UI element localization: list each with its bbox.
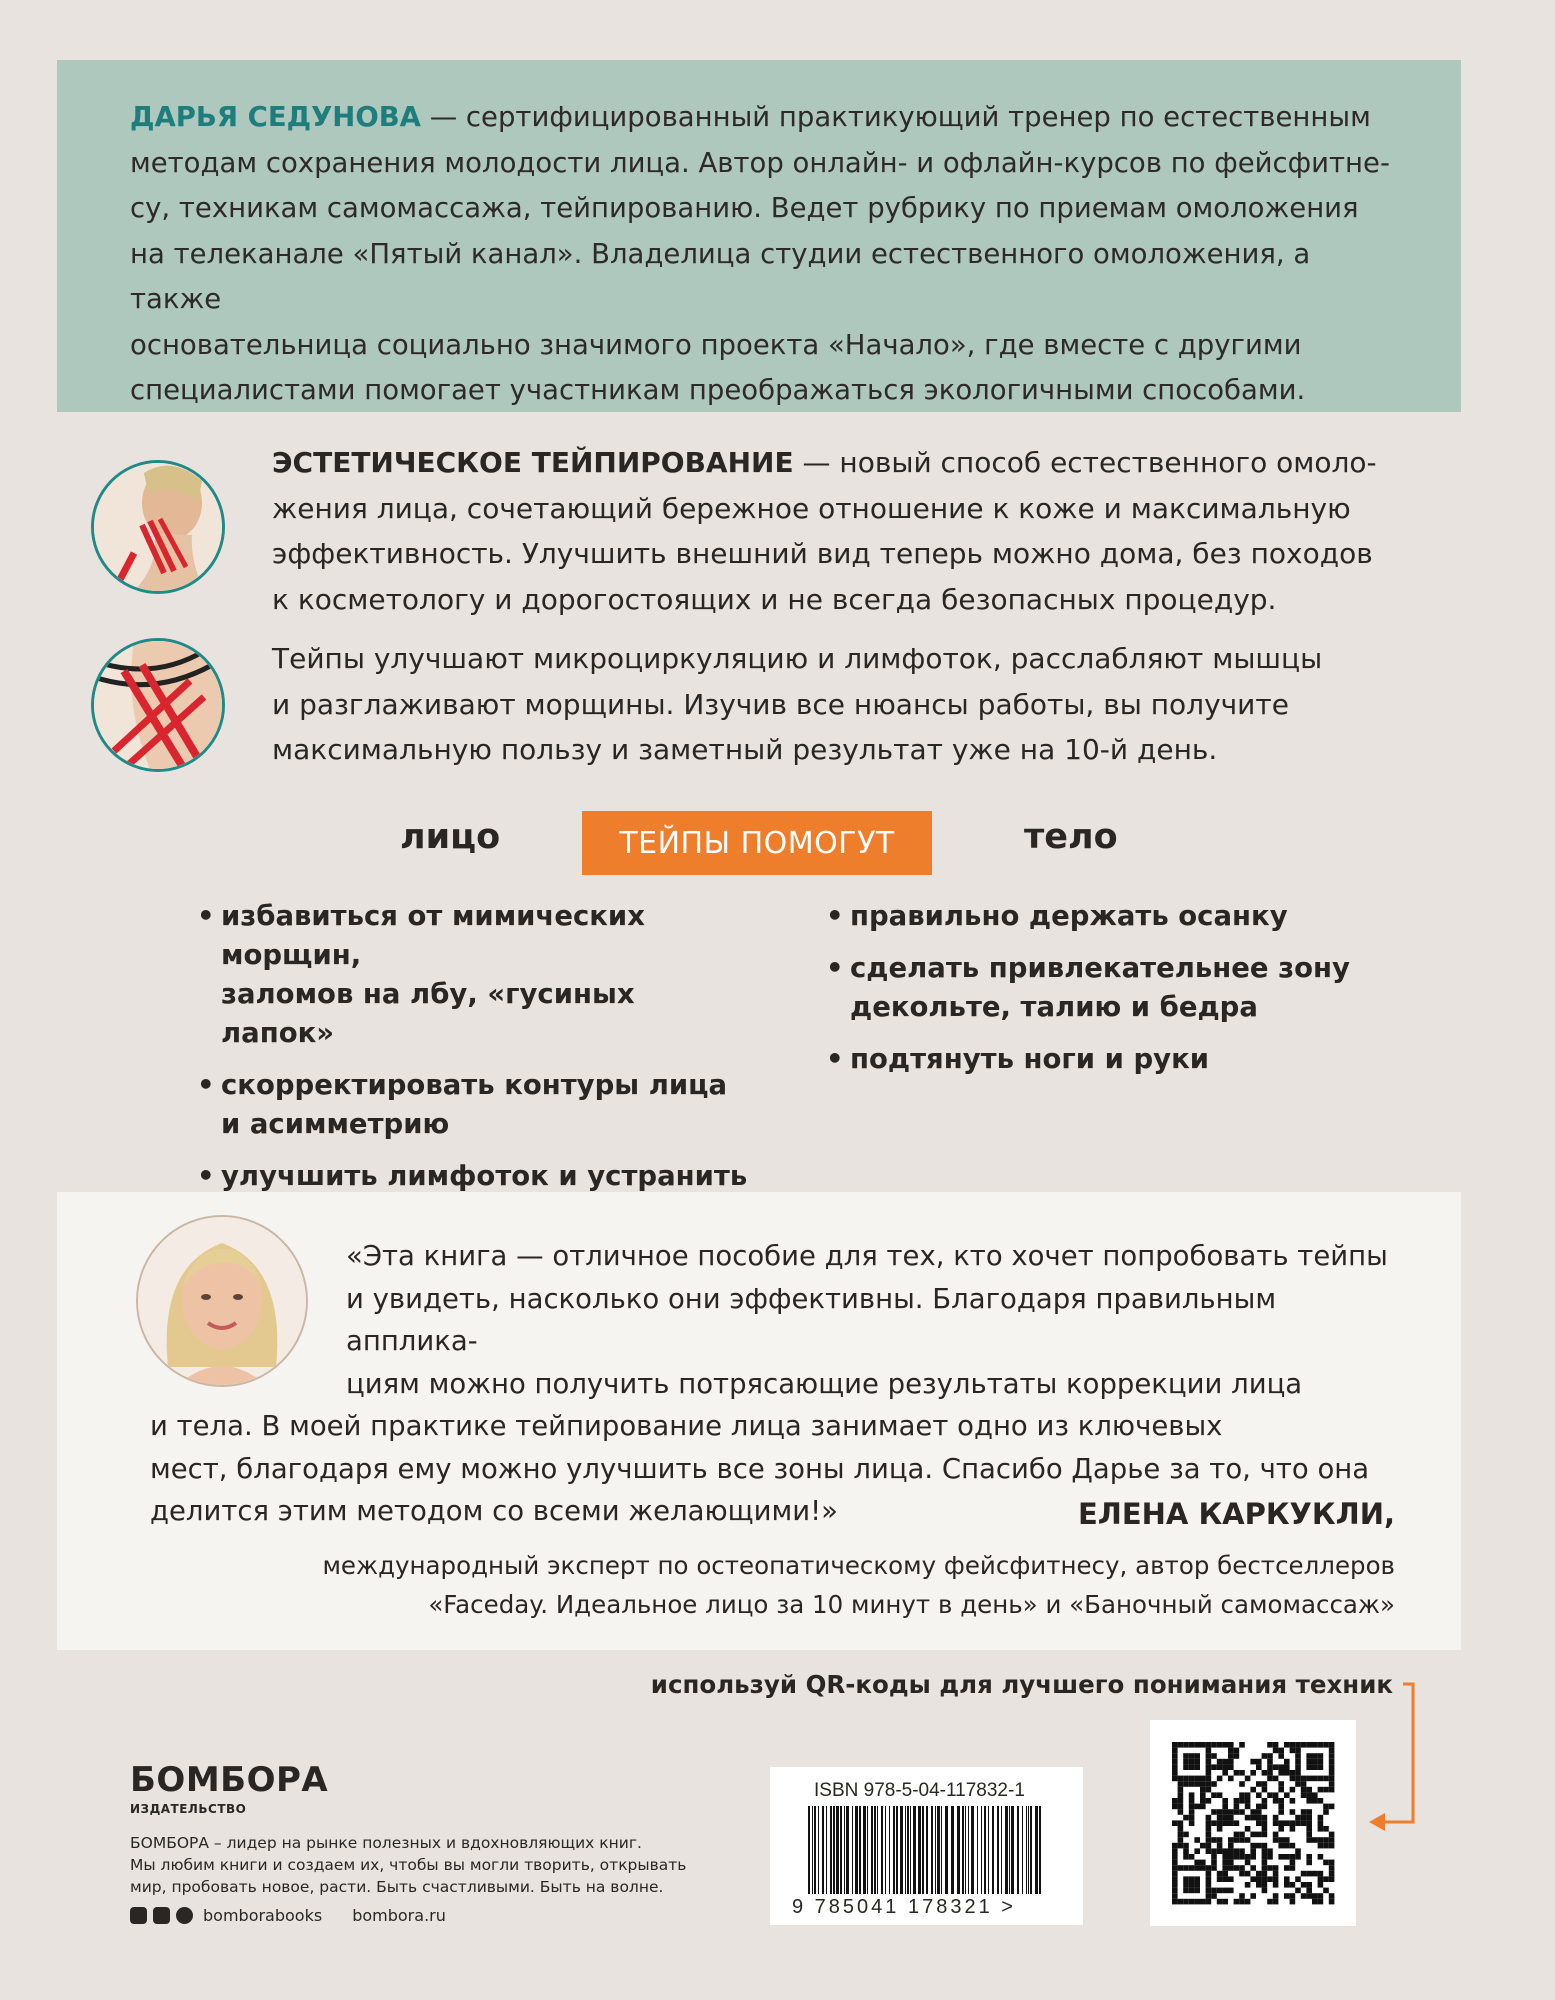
quote-line: и тела. В моей практике тейпирование лица занимает одно из ключевых [150, 1410, 1223, 1442]
quote-line: и увидеть, насколько они эффективны. Благодаря правильным апплика- [346, 1282, 1277, 1357]
vk-icon[interactable] [153, 1907, 170, 1924]
body-benefits-list [826, 897, 1386, 1092]
author-bio-line: основательница социально значимого проекта «Начало», где вместе с другими [130, 328, 1302, 361]
facebook-icon[interactable] [130, 1907, 147, 1924]
description-line: Мы любим книги и создаем их, чтобы вы могли творить, открывать [130, 1856, 687, 1874]
intro-line: и разглаживают морщины. Изучив все нюансы работы, вы получите [272, 687, 1289, 721]
quote-line: «Эта книга — отличное пособие для тех, кто хочет попробовать тейпы [346, 1240, 1388, 1272]
quote-line: мест, благодаря ему можно улучшить все зоны лица. Спасибо Дарье за то, что она [150, 1452, 1370, 1485]
author-bio-line: специалистами помогает участникам преображаться экологичными способами. [130, 374, 1306, 406]
publisher-logo-subtitle: ИЗДАТЕЛЬСТВО [130, 1802, 247, 1816]
intro-paragraph [272, 440, 1422, 622]
list-item-line: • сделать привлекательнее зону [850, 952, 1350, 984]
list-item-line: • правильно держать осанку [850, 900, 1288, 932]
quote-line: циям можно получить потрясающие результаты коррекции лица [346, 1367, 1303, 1400]
list-item-line: • скорректировать контуры лица [221, 1069, 728, 1101]
social-handle[interactable]: bomborabooks [203, 1906, 323, 1925]
intro-line: максимальную пользу и заметный результат уже на 10-й день. [272, 733, 1218, 766]
testimonial-quote [150, 1235, 1390, 1533]
credentials-line: международный эксперт по остеопатическому фейсфитнесу, автор бестселлеров [322, 1551, 1395, 1580]
description-line: БОМБОРА – лидер на рынке полезных и вдохновляющих книг. [130, 1834, 642, 1852]
author-bio-line: методам сохранения молодости лица. Автор онлайн- и офлайн-курсов по фейсфитне- [130, 146, 1390, 179]
social-links [130, 1906, 446, 1925]
list-item [826, 1040, 1386, 1079]
face-taping-photo [91, 460, 225, 594]
instagram-icon[interactable] [176, 1907, 193, 1924]
publisher-description [130, 1832, 730, 1898]
isbn-label: ISBN 978-5-04-117832-1 [814, 1780, 1025, 1801]
arrow-icon [1365, 1680, 1445, 1840]
face-heading: лицо [400, 817, 501, 857]
intro-line: эффективность. Улучшить внешний вид теперь можно дома, без походов [272, 537, 1373, 570]
author-name: ДАРЬЯ СЕДУНОВА [130, 101, 421, 133]
qr-code[interactable] [1150, 1720, 1356, 1926]
author-bio [130, 95, 1400, 414]
intro-paragraph-2 [272, 636, 1422, 773]
reviewer-name: ЕЛЕНА КАРКУКЛИ, [1077, 1497, 1395, 1531]
intro-term: ЭСТЕТИЧЕСКОЕ ТЕЙПИРОВАНИЕ [272, 446, 794, 479]
description-line: мир, пробовать новое, расти. Быть счастливыми. Быть на волне. [130, 1878, 664, 1896]
author-bio-line: су, техникам самомассажа, тейпированию. Ведет рубрику по приемам омоложения [130, 192, 1359, 224]
list-item-line: • подтянуть ноги и руки [850, 1043, 1210, 1075]
intro-line: к косметологу и дорогостоящих и не всегда безопасных процедур. [272, 582, 1277, 616]
quote-line: делится этим методом со всеми желающими!» [150, 1495, 838, 1527]
credentials-line: «Faceday. Идеальное лицо за 10 минут в день» и «Баночный самомассаж» [428, 1590, 1395, 1619]
list-item [197, 1066, 757, 1144]
list-item-line: декольте, талию и бедра [850, 991, 1258, 1023]
list-item [826, 949, 1386, 1027]
qr-code-icon [1150, 1720, 1356, 1926]
intro-line: Тейпы улучшают микроциркуляцию и лимфоток, расслабляют мышцы [272, 642, 1323, 675]
list-item-line: • избавиться от мимических морщин, [221, 900, 645, 971]
list-item-line: заломов на лбу, «гусиных лапок» [221, 978, 635, 1049]
list-item [197, 897, 757, 1053]
author-bio-line: на телеканале «Пятый канал». Владелица студии естественного омоложения, а также [130, 237, 1311, 315]
list-item [826, 897, 1386, 936]
intro-line: жения лица, сочетающий бережное отношение к коже и максимальную [272, 491, 1351, 525]
website-link[interactable]: bombora.ru [352, 1906, 446, 1925]
tapes-help-banner: ТЕЙПЫ ПОМОГУТ [582, 811, 932, 875]
isbn-digits: 9 785041 178321 > [792, 1896, 1016, 1918]
publisher-logo: БОМБОРА [130, 1760, 329, 1800]
body-heading: тело [1024, 817, 1118, 857]
intro-line: — новый способ естественного омоло- [793, 446, 1377, 479]
list-item-line: • улучшить лимфоток и устранить [221, 1160, 748, 1192]
qr-hint: используй QR-коды для лучшего понимания техник [650, 1670, 1393, 1699]
reviewer-credentials [295, 1546, 1395, 1624]
barcode-icon [806, 1806, 1046, 1896]
author-bio-line: — сертифицированный практикующий тренер по естественным [420, 101, 1371, 133]
body-taping-photo [91, 638, 225, 772]
list-item-line: и асимметрию [221, 1108, 450, 1140]
